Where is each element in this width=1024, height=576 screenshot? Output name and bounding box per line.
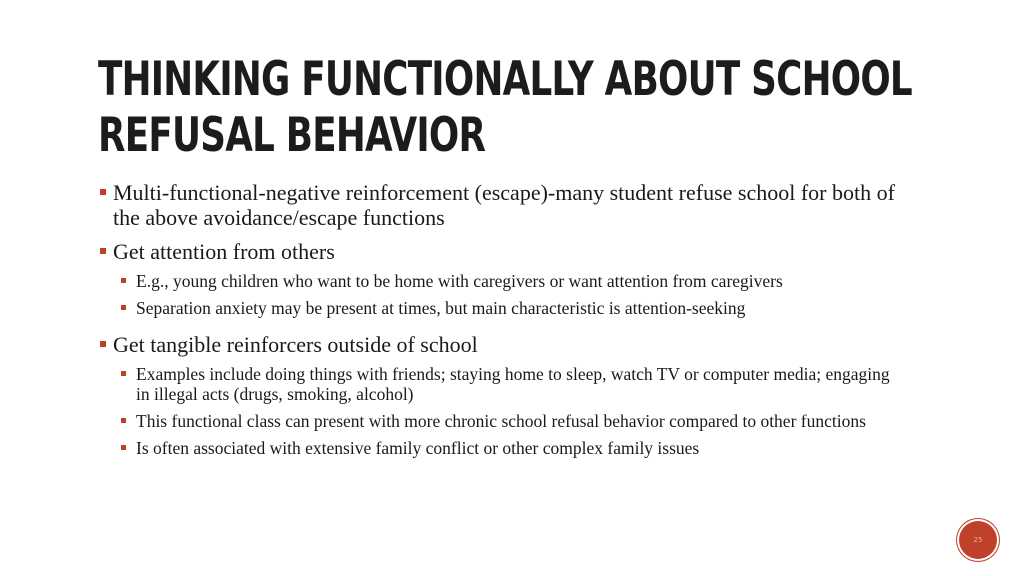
bullet-list [98, 180, 898, 458]
bullet-text: Multi-functional-negative reinforcement (escape)-many student refuse school for both of the above avoidance/escape functions [113, 180, 895, 230]
square-bullet-icon [121, 445, 126, 450]
square-bullet-icon [100, 341, 106, 347]
bullet-tangible-reinforcers [98, 332, 898, 357]
title-line-1: THINKING FUNCTIONALLY ABOUT SCHOOL [98, 52, 912, 107]
sub-bullet-text: Is often associated with extensive family conflict or other complex family issues [136, 438, 700, 458]
sub-bullet-young-children [98, 271, 898, 291]
sub-bullet-separation-anxiety [98, 298, 898, 318]
bullet-multi-functional [98, 180, 898, 230]
slide-title [98, 52, 912, 164]
square-bullet-icon [121, 371, 126, 376]
title-line-2: REFUSAL BEHAVIOR [98, 108, 486, 163]
page-number: 25 [973, 536, 983, 544]
sub-bullet-examples [98, 364, 898, 404]
sub-bullet-text: Examples include doing things with friends; staying home to sleep, watch TV or computer media; engaging in illegal acts (drugs, smoking, alcohol) [136, 364, 890, 404]
bullet-get-attention [98, 239, 898, 264]
square-bullet-icon [100, 189, 106, 195]
page-number-badge [959, 521, 997, 559]
sub-bullet-text: Separation anxiety may be present at times, but main characteristic is attention-seeking [136, 298, 746, 318]
square-bullet-icon [121, 418, 126, 423]
sub-bullet-chronic [98, 411, 898, 431]
sub-bullet-family-conflict [98, 438, 898, 458]
bullet-text: Get attention from others [113, 239, 335, 264]
sub-bullet-text: E.g., young children who want to be home with caregivers or want attention from caregivers [136, 271, 783, 291]
square-bullet-icon [100, 248, 106, 254]
sub-bullet-text: This functional class can present with more chronic school refusal behavior compared to other functions [136, 411, 866, 431]
bullet-text: Get tangible reinforcers outside of school [113, 332, 478, 357]
square-bullet-icon [121, 305, 126, 310]
square-bullet-icon [121, 278, 126, 283]
